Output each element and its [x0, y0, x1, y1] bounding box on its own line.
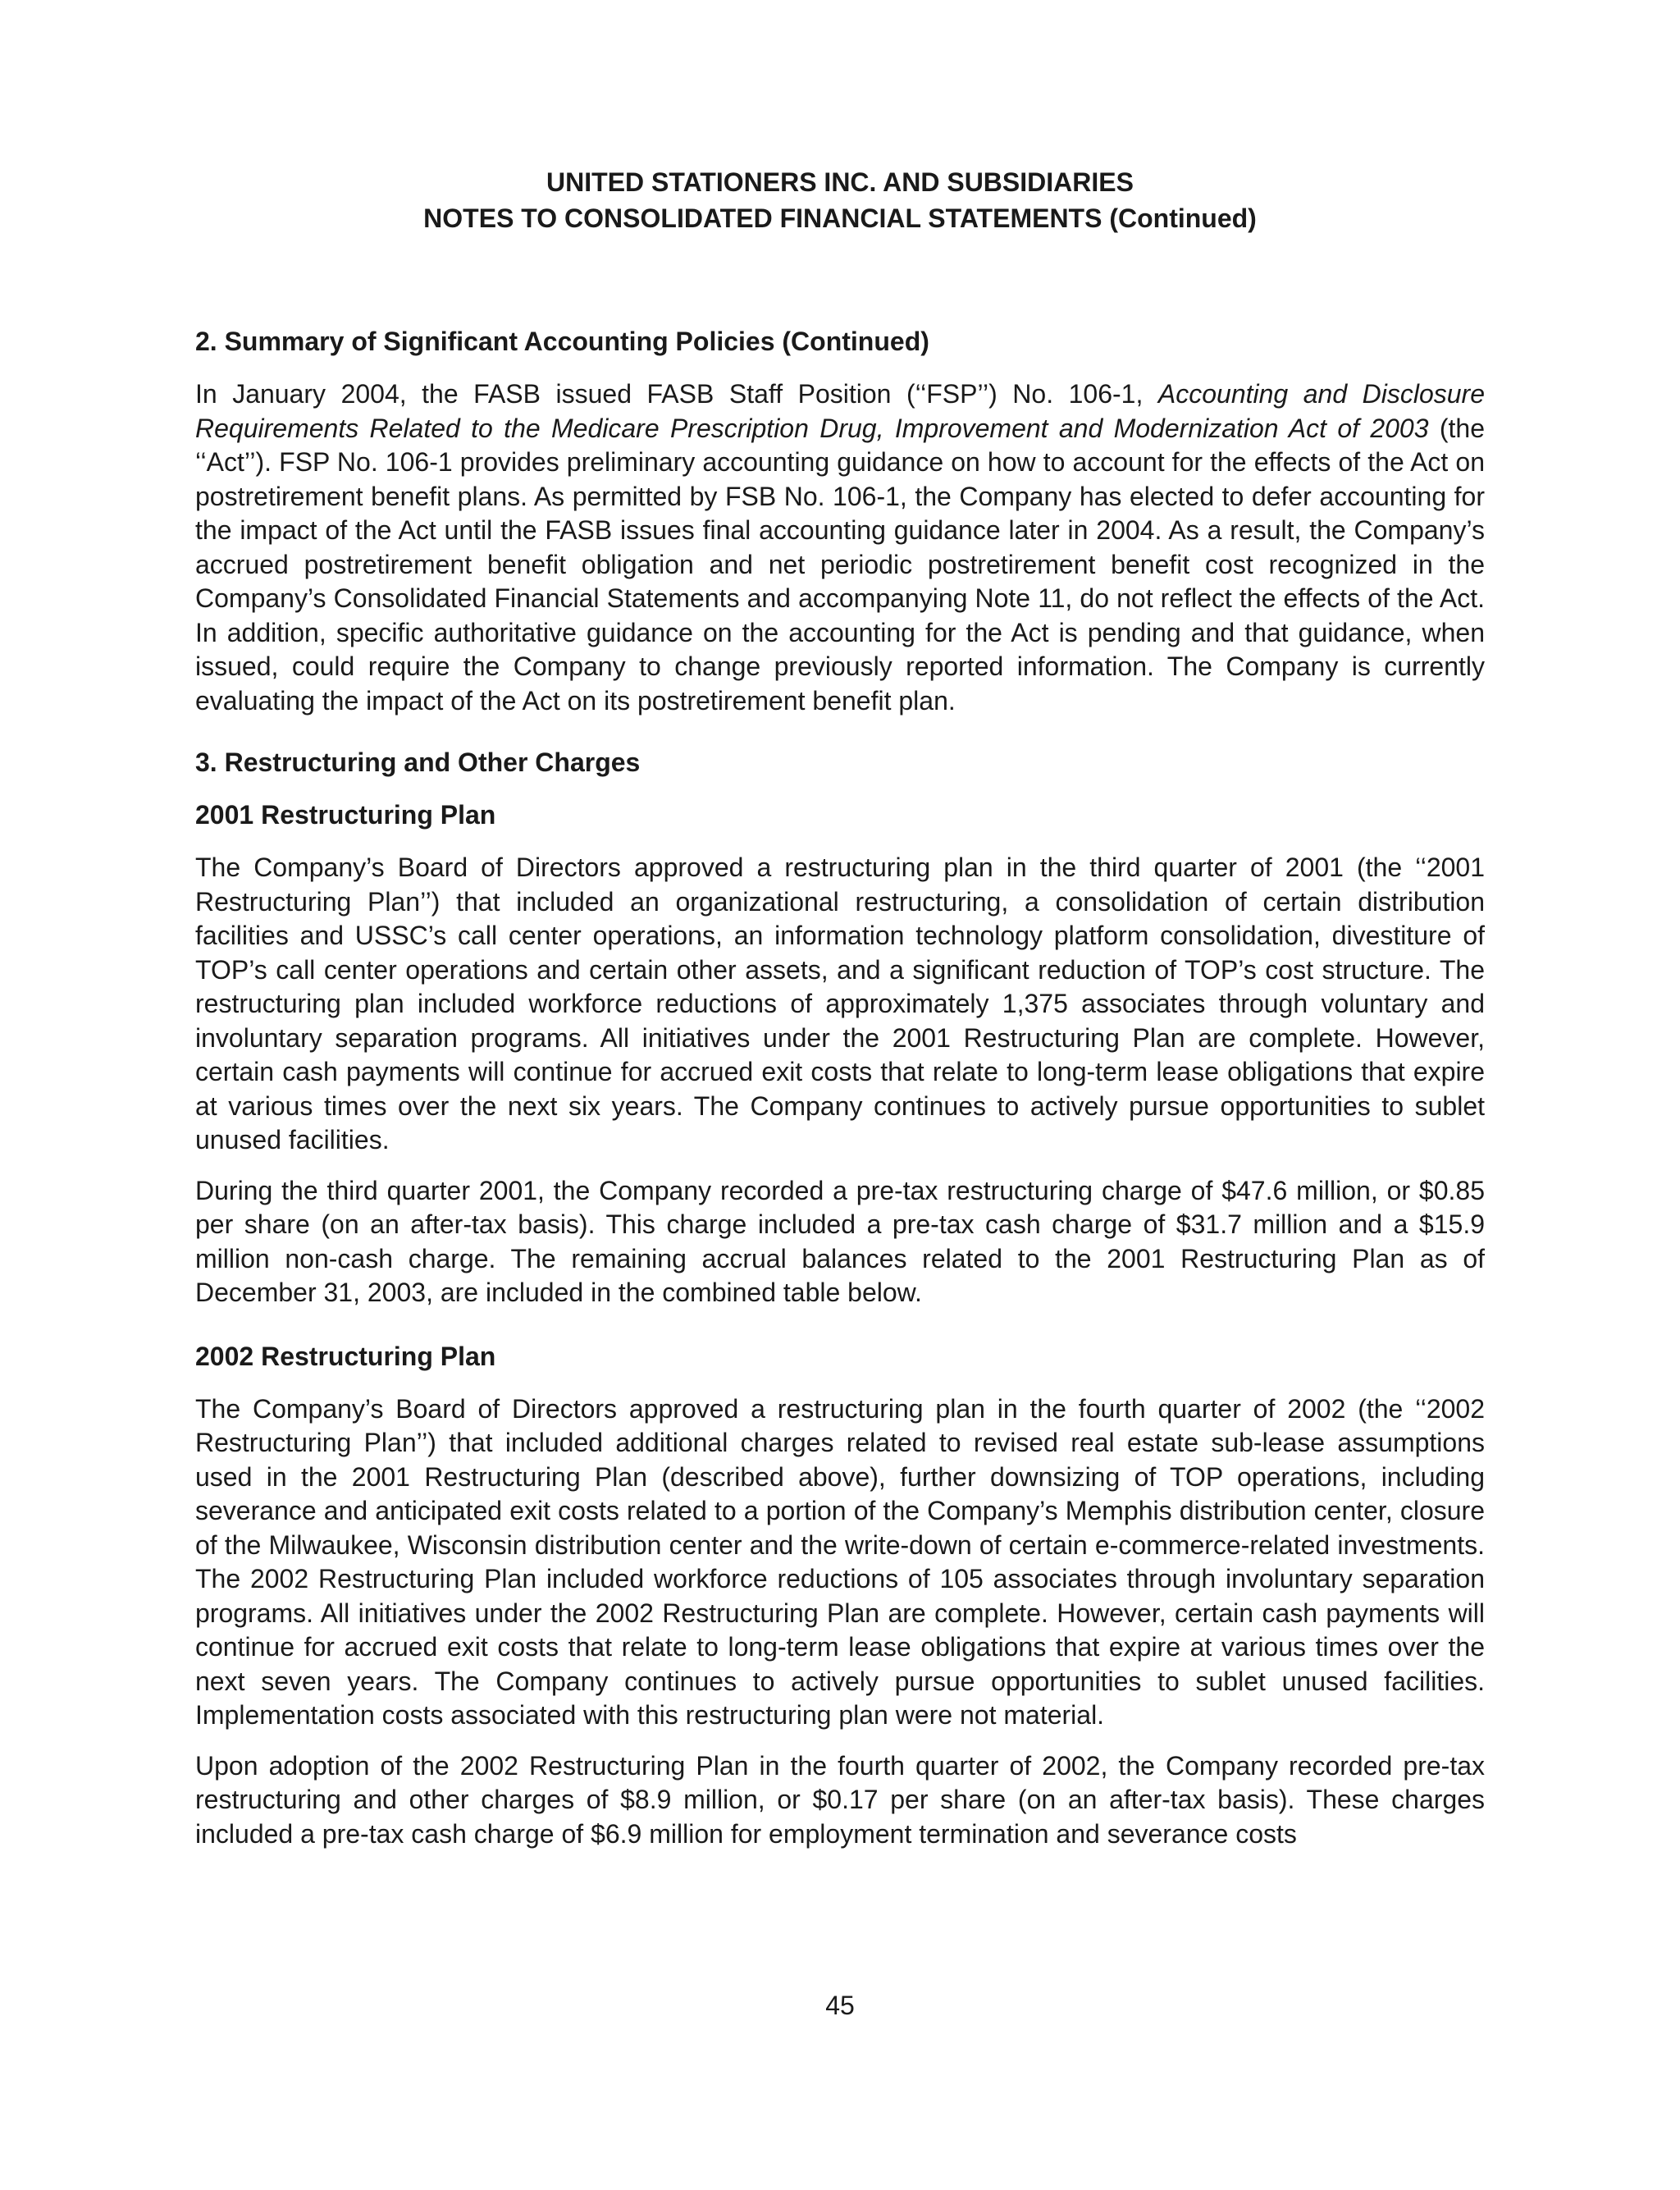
company-title: UNITED STATIONERS INC. AND SUBSIDIARIES — [546, 167, 1134, 197]
paragraph: Upon adoption of the 2002 Restructuring Plan in the fourth quarter of 2002, the Company recorded pre-tax restructuring and other charges of $8.9 million, or $0.17 per share (on an after-tax basis). These charges included a pre-tax cash charge of $6.9 million for employment termination and severance costs — [195, 1750, 1485, 1849]
section-accounting-policies — [195, 325, 1485, 718]
document-header — [195, 164, 1485, 236]
text-run: (the ‘‘Act’’). FSP No. 106-1 provides preliminary accounting guidance on how to account for the effects of the Act on postretirement benefit plans. As permitted by FSB No. 106-1, the Company has elected to defer accounting for the impact of the Act until the FASB issues final accounting guidance later in 2004. As a result, the Company’s accrued postretirement benefit obligation and net periodic postretirement benefit cost recognized in the Company’s Consolidated Financial Statements and accompanying Note 11, do not reflect the effects of the Act. In addition, specific authoritative guidance on the accounting for the Act is pending and that guidance, when issued, could require the Company to change previously reported information. The Company is currently evaluating the impact of the Act on its postretirement benefit plan. — [195, 413, 1486, 716]
italic-title: Accounting and Disclosure Requirements Related to the Medicare Prescription Drug, Improvement and Modernization Act of 2003 — [195, 379, 1486, 443]
subsection-heading: 2001 Restructuring Plan — [195, 800, 496, 830]
notes-title: NOTES TO CONSOLIDATED FINANCIAL STATEMENTS (Continued) — [423, 203, 1257, 233]
section-heading: 2. Summary of Significant Accounting Policies (Continued) — [195, 327, 929, 356]
paragraph: During the third quarter 2001, the Company recorded a pre-tax restructuring charge of $47.6 million, or $0.85 per share (on an after-tax basis). This charge included a pre-tax cash charge of $31.7 million and a $15.9 million non-cash charge. The remaining accrual balances related to the 2001 Restructuring Plan as of December 31, 2003, are included in the combined table below. — [195, 1175, 1485, 1307]
text-run: In January 2004, the FASB issued FASB Staff Position (‘‘FSP’’) No. 106-1, — [195, 379, 1158, 409]
page-number: 45 — [825, 1991, 855, 2020]
section-restructuring — [195, 746, 1485, 1851]
paragraph — [195, 377, 1485, 718]
document-page — [195, 164, 1485, 1851]
paragraph: The Company’s Board of Directors approved a restructuring plan in the third quarter of 2001 (the ‘‘2001 Restructuring Plan’’) that included an organizational restructuring, a consolidation of certain distribution facilities and USSC’s call center operations, an information technology platform consolidation, divestiture of TOP’s call center operations and certain other assets, and a significant reduction of TOP’s cost structure. The restructuring plan included workforce reductions of approximately 1,375 associates through voluntary and involuntary separation programs. All initiatives under the 2001 Restructuring Plan are complete. However, certain cash payments will continue for accrued exit costs that relate to long-term lease obligations that expire at various times over the next six years. The Company continues to actively pursue opportunities to sublet unused facilities. — [195, 853, 1485, 1154]
subsection-heading: 2002 Restructuring Plan — [195, 1341, 496, 1371]
paragraph: The Company’s Board of Directors approved a restructuring plan in the fourth quarter of 2002 (the ‘‘2002 Restructuring Plan’’) that included additional charges related to revised real estate sub-lease assumptions used in the 2001 Restructuring Plan (described above), further downsizing of TOP operations, including severance and anticipated exit costs related to a portion of the Company’s Memphis distribution center, closure of the Milwaukee, Wisconsin distribution center and the write-down of certain e-commerce-related investments. The 2002 Restructuring Plan included workforce reductions of 105 associates through involuntary separation programs. All initiatives under the 2002 Restructuring Plan are complete. However, certain cash payments will continue for accrued exit costs that relate to long-term lease obligations that expire at various times over the next seven years. The Company continues to actively pursue opportunities to sublet unused facilities. Implementation costs associated with this restructuring plan were not material. — [195, 1393, 1485, 1730]
section-heading: 3. Restructuring and Other Charges — [195, 748, 641, 777]
